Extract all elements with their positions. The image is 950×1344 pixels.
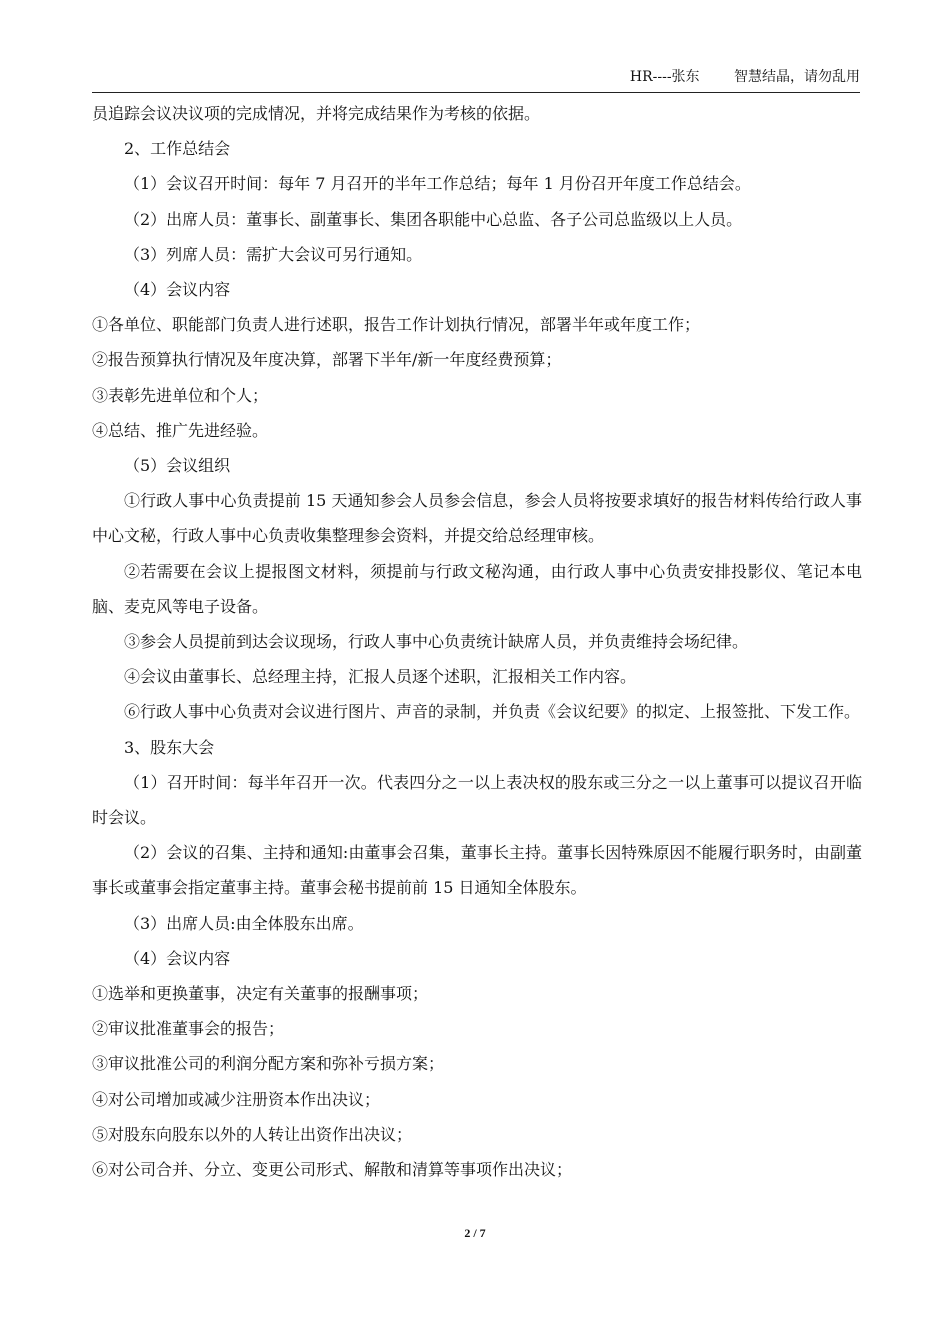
list-item: ①各单位、职能部门负责人进行述职，报告工作计划执行情况，部署半年或年度工作；: [92, 315, 701, 335]
page-number: 2 / 7: [464, 1226, 486, 1240]
paragraph: （2）出席人员：董事长、副董事长、集团各职能中心总监、各子公司总监级以上人员。: [124, 209, 743, 229]
paragraph: （3）列席人员：需扩大会议可另行通知。: [124, 244, 423, 264]
list-item: ③表彰先进单位和个人；: [92, 385, 269, 405]
header-slogan: 智慧结晶，请勿乱用: [734, 69, 860, 85]
paragraph: （3）出席人员:由全体股东出席。: [124, 913, 364, 933]
list-item: ⑥对公司合并、分立、变更公司形式、解散和清算等事项作出决议；: [92, 1160, 573, 1180]
list-item: ⑤对股东向股东以外的人转让出资作出决议；: [92, 1124, 413, 1144]
subsection-heading: （4）会议内容: [124, 280, 231, 300]
list-item: ③参会人员提前到达会议现场，行政人事中心负责统计缺席人员，并负责维持会场纪律。: [124, 632, 749, 652]
list-item: ②审议批准董事会的报告；: [92, 1019, 285, 1039]
page-header: [92, 66, 860, 93]
subsection-heading: （5）会议组织: [124, 456, 231, 476]
paragraph: （2）会议的召集、主持和通知:由董事会召集，董事长主持。董事长因特殊原因不能履行职务时，由副董事长或董事会指定董事主持。董事会秘书提前前 15 日通知全体股东。: [92, 843, 862, 898]
list-item: ②若需要在会议上提报图文材料，须提前与行政文秘沟通，由行政人事中心负责安排投影仪、笔记本电脑、麦克风等电子设备。: [92, 561, 862, 616]
subsection-heading: （4）会议内容: [124, 948, 231, 968]
document-body: [92, 96, 862, 1187]
paragraph: 员追踪会议决议项的完成情况，并将完成结果作为考核的依据。: [92, 104, 541, 123]
list-item: ④会议由董事长、总经理主持，汇报人员逐个述职，汇报相关工作内容。: [124, 667, 637, 687]
list-item: ③审议批准公司的利润分配方案和弥补亏损方案；: [92, 1054, 445, 1074]
list-item: ①选举和更换董事，决定有关董事的报酬事项；: [92, 984, 429, 1004]
list-item: ①行政人事中心负责提前 15 天通知参会人员参会信息，参会人员将按要求填好的报告材料传给行政人事中心文秘，行政人事中心负责收集整理参会资料，并提交给总经理审核。: [92, 491, 862, 546]
list-item: ⑥行政人事中心负责对会议进行图片、声音的录制，并负责《会议纪要》的拟定、上报签批、下发工作。: [124, 702, 861, 722]
list-item: ④对公司增加或减少注册资本作出决议；: [92, 1089, 381, 1109]
paragraph: （1）召开时间：每半年召开一次。代表四分之一以上表决权的股东或三分之一以上董事可以提议召开临时会议。: [92, 772, 862, 828]
header-author: HR----张东: [629, 69, 700, 85]
list-item: ④总结、推广先进经验。: [92, 420, 269, 440]
section-heading: 3、股东大会: [124, 737, 215, 757]
list-item: ②报告预算执行情况及年度决算，部署下半年/新一年度经费预算；: [92, 350, 562, 370]
section-heading: 2、工作总结会: [124, 139, 231, 159]
paragraph: （1）会议召开时间：每年 7 月召开的半年工作总结；每年 1 月份召开年度工作总结会。: [124, 174, 751, 194]
